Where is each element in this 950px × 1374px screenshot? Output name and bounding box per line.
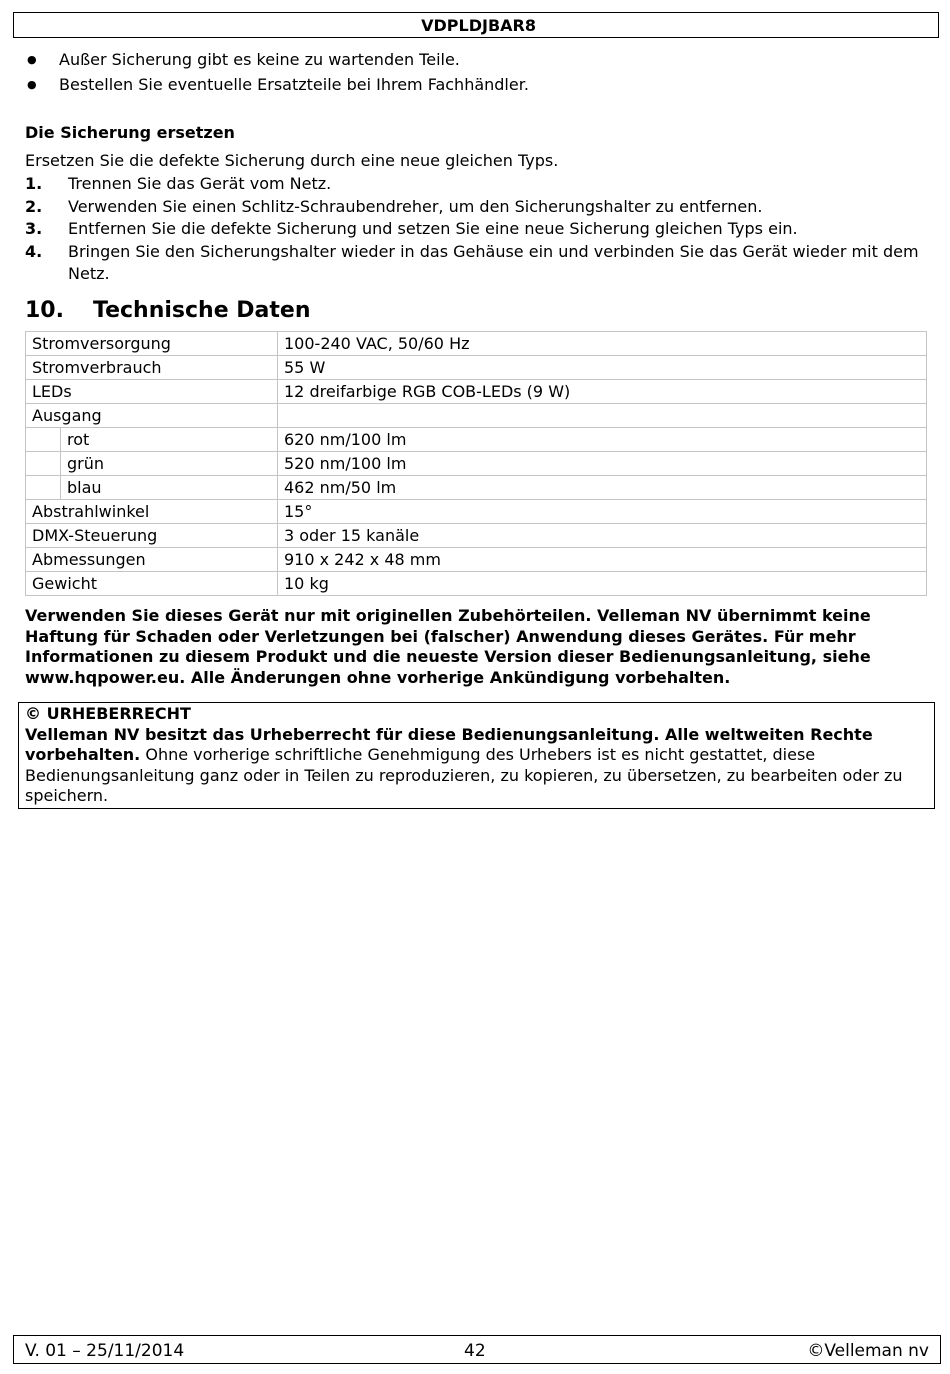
footer-brand: ©Velleman nv (807, 1341, 929, 1361)
table-row (26, 428, 927, 452)
table-row (26, 356, 927, 380)
step-number: 2. (25, 196, 43, 216)
maintenance-bullets (25, 47, 930, 97)
page-footer (13, 1335, 941, 1364)
spec-table (25, 331, 927, 596)
copyright-body (25, 725, 928, 807)
spec-value: 910 x 242 x 48 mm (278, 548, 927, 572)
spec-value: 10 kg (278, 572, 927, 596)
spec-label: Abstrahlwinkel (26, 500, 278, 524)
fuse-steps (25, 173, 930, 286)
page-header (13, 12, 939, 38)
table-row (26, 380, 927, 404)
footer-page-number: 42 (464, 1341, 486, 1361)
section-number: 10. (25, 298, 64, 323)
copyright-text: Ohne vorherige schriftliche Genehmigung des Urhebers ist es nicht gestattet, diese Bedienungsanleitung ganz oder in Teilen zu reproduzieren, zu kopieren, zu übersetzen, zu bearbeiten oder zu speichern. (25, 745, 903, 806)
table-row (26, 452, 927, 476)
spec-label: Stromversorgung (26, 332, 278, 356)
spec-label: LEDs (26, 380, 278, 404)
copyright-bold-text: Velleman NV besitzt das Urheberrecht für diese Bedienungsanleitung. Alle weltweiten Rechte vorbehalten. (25, 724, 873, 765)
spec-sub-cell (26, 452, 278, 476)
spec-value: 3 oder 15 kanäle (278, 524, 927, 548)
step-number: 3. (25, 219, 43, 238)
spec-value: 12 dreifarbige RGB COB-LEDs (9 W) (278, 380, 927, 404)
table-row (26, 524, 927, 548)
step-item (25, 173, 930, 196)
step-item (25, 218, 930, 241)
bullet-item: ● Bestellen Sie eventuelle Ersatzteile bei Ihrem Fachhändler. (25, 72, 930, 97)
spec-sub-cell (26, 428, 278, 452)
step-number: 4. (25, 241, 43, 261)
spec-value: 520 nm/100 lm (278, 452, 927, 476)
fuse-intro: Ersetzen Sie die defekte Sicherung durch eine neue gleichen Typs. (25, 151, 559, 170)
table-row (26, 572, 927, 596)
spec-label: rot (67, 430, 90, 449)
header-title: VDPLDJBAR8 (421, 16, 536, 35)
step-text: Trennen Sie das Gerät vom Netz. (68, 174, 332, 193)
spec-value: 620 nm/100 lm (278, 428, 927, 452)
spec-value: 55 W (278, 356, 927, 380)
spec-label: DMX-Steuerung (26, 524, 278, 548)
spec-label: blau (67, 478, 102, 497)
copyright-box (18, 702, 935, 809)
section-title-text: Technische Daten (93, 298, 311, 323)
step-item (25, 241, 930, 286)
step-text: Bringen Sie den Sicherungshalter wieder in das Gehäuse ein und verbinden Sie das Gerät wieder mit dem Netz. (68, 241, 919, 283)
table-row (26, 332, 927, 356)
bullet-item: ● Außer Sicherung gibt es keine zu wartenden Teile. (25, 47, 930, 72)
table-row (26, 548, 927, 572)
notice-text: Verwenden Sie dieses Gerät nur mit originellen Zubehörteilen. Velleman NV übernimmt keine Haftung für Schaden oder Verletzungen bei (falscher) Anwendung dieses Gerätes. Für mehr Informationen zu diesem Produkt und die neueste Version dieser Bedienungsanleitung, siehe www.hqpower.eu. Alle Änderungen ohne vorherige Ankündigung vorbehalten. (25, 606, 871, 687)
spec-label: grün (67, 454, 105, 473)
spec-value (278, 404, 927, 428)
copyright-title: © URHEBERRECHT (25, 704, 191, 723)
step-text: Entfernen Sie die defekte Sicherung und setzen Sie eine neue Sicherung gleichen Typs ein. (68, 219, 798, 238)
step-text: Verwenden Sie einen Schlitz-Schraubendreher, um den Sicherungshalter zu entfernen. (68, 196, 763, 216)
step-item (25, 196, 930, 219)
table-row (26, 500, 927, 524)
section-title (25, 297, 311, 325)
fuse-heading: Die Sicherung ersetzen (25, 123, 235, 142)
spec-label: Stromverbrauch (26, 356, 278, 380)
spec-value: 462 nm/50 lm (278, 476, 927, 500)
step-number: 1. (25, 174, 43, 193)
spec-value: 15° (278, 500, 927, 524)
spec-label: Ausgang (26, 404, 278, 428)
table-row (26, 404, 927, 428)
spec-label: Abmessungen (26, 548, 278, 572)
table-row (26, 476, 927, 500)
spec-label: Gewicht (26, 572, 278, 596)
spec-value: 100-240 VAC, 50/60 Hz (278, 332, 927, 356)
footer-version: V. 01 – 25/11/2014 (25, 1341, 185, 1361)
spec-sub-cell (26, 476, 278, 500)
